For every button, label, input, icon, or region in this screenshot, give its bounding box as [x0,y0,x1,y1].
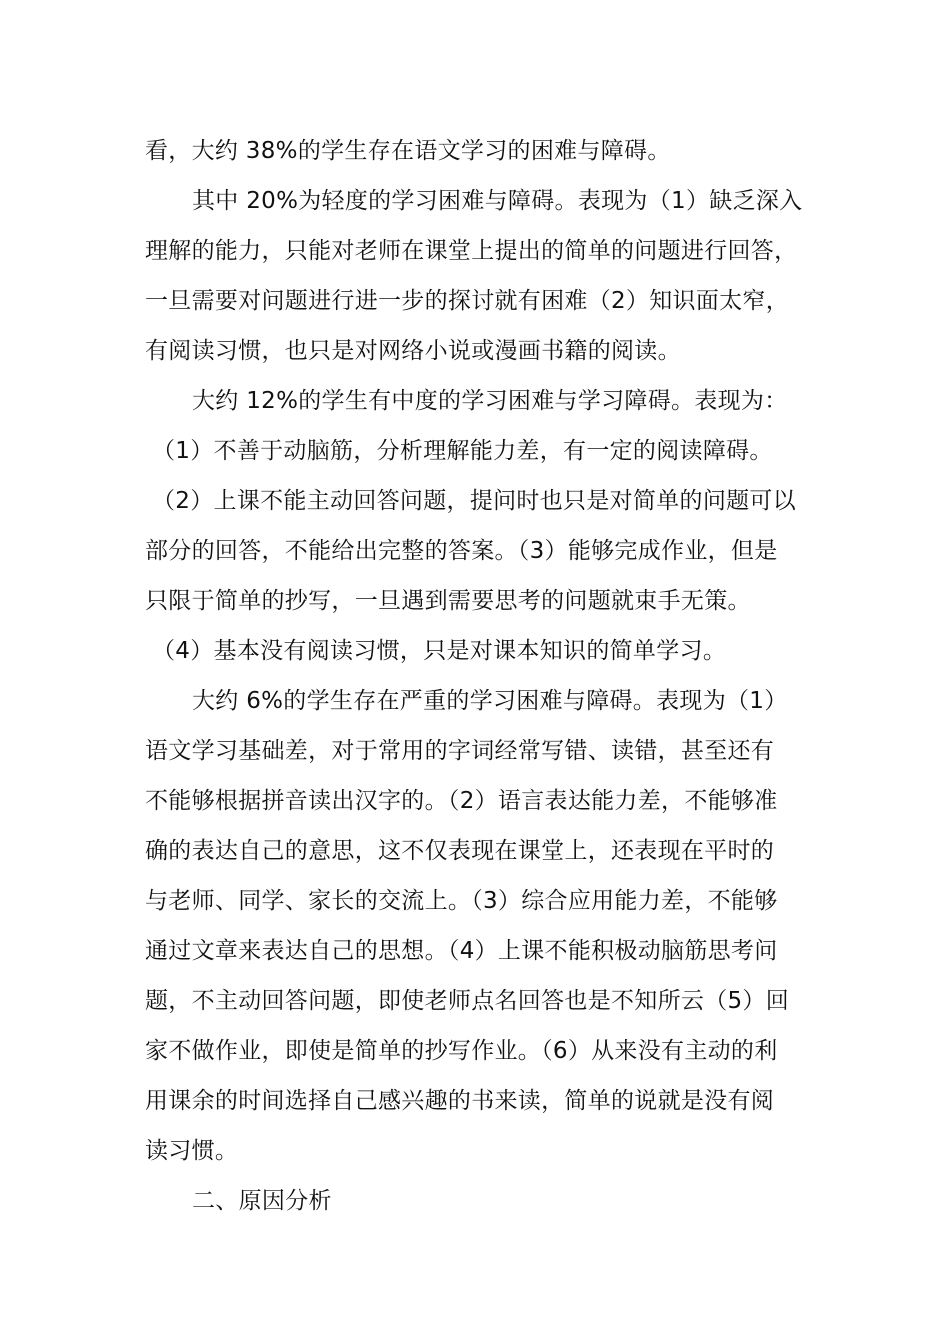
text-line-1: 看，大约 38%的学生存在语文学习的困难与障碍。 [145,138,671,164]
text-line-13: 语文学习基础差，对于常用的字词经常写错、读错，甚至还有 [145,738,775,764]
section-heading: 二、原因分析 [192,1188,332,1214]
text-line-19: 家不做作业，即使是简单的抄写作业。（6）从来没有主动的利 [145,1038,778,1064]
text-line-11: （4）基本没有阅读习惯，只是对课本知识的简单学习。 [152,638,727,664]
text-line-20: 用课余的时间选择自己感兴趣的书来读，简单的说就是没有阅 [145,1088,775,1114]
text-line-3: 理解的能力，只能对老师在课堂上提出的简单的问题进行回答， [145,238,798,264]
text-line-6: 大约 12%的学生有中度的学习困难与学习障碍。表现为： [192,388,788,414]
text-line-7: （1）不善于动脑筋，分析理解能力差，有一定的阅读障碍。 [152,438,773,464]
text-line-8: （2）上课不能主动回答问题，提问时也只是对简单的问题可以 [152,488,797,514]
text-line-16: 与老师、同学、家长的交流上。（3）综合应用能力差，不能够 [145,888,778,914]
text-line-14: 不能够根据拼音读出汉字的。（2）语言表达能力差，不能够准 [145,788,778,814]
text-line-10: 只限于简单的抄写，一旦遇到需要思考的问题就束手无策。 [145,588,751,614]
text-line-18: 题，不主动回答问题，即使老师点名回答也是不知所云（5）回 [145,988,790,1014]
text-line-15: 确的表达自己的意思，这不仅表现在课堂上，还表现在平时的 [145,838,775,864]
text-line-5: 有阅读习惯，也只是对网络小说或漫画书籍的阅读。 [145,338,681,364]
text-line-2: 其中 20%为轻度的学习困难与障碍。表现为（1）缺乏深入 [192,188,803,214]
text-line-17: 通过文章来表达自己的思想。（4）上课不能积极动脑筋思考问 [145,938,778,964]
text-line-9: 部分的回答，不能给出完整的答案。（3）能够完成作业，但是 [145,538,778,564]
text-line-4: 一旦需要对问题进行进一步的探讨就有困难（2）知识面太窄， [145,288,790,314]
text-line-12: 大约 6%的学生存在严重的学习困难与障碍。表现为（1） [192,688,788,714]
text-line-21: 读习惯。 [145,1138,239,1164]
